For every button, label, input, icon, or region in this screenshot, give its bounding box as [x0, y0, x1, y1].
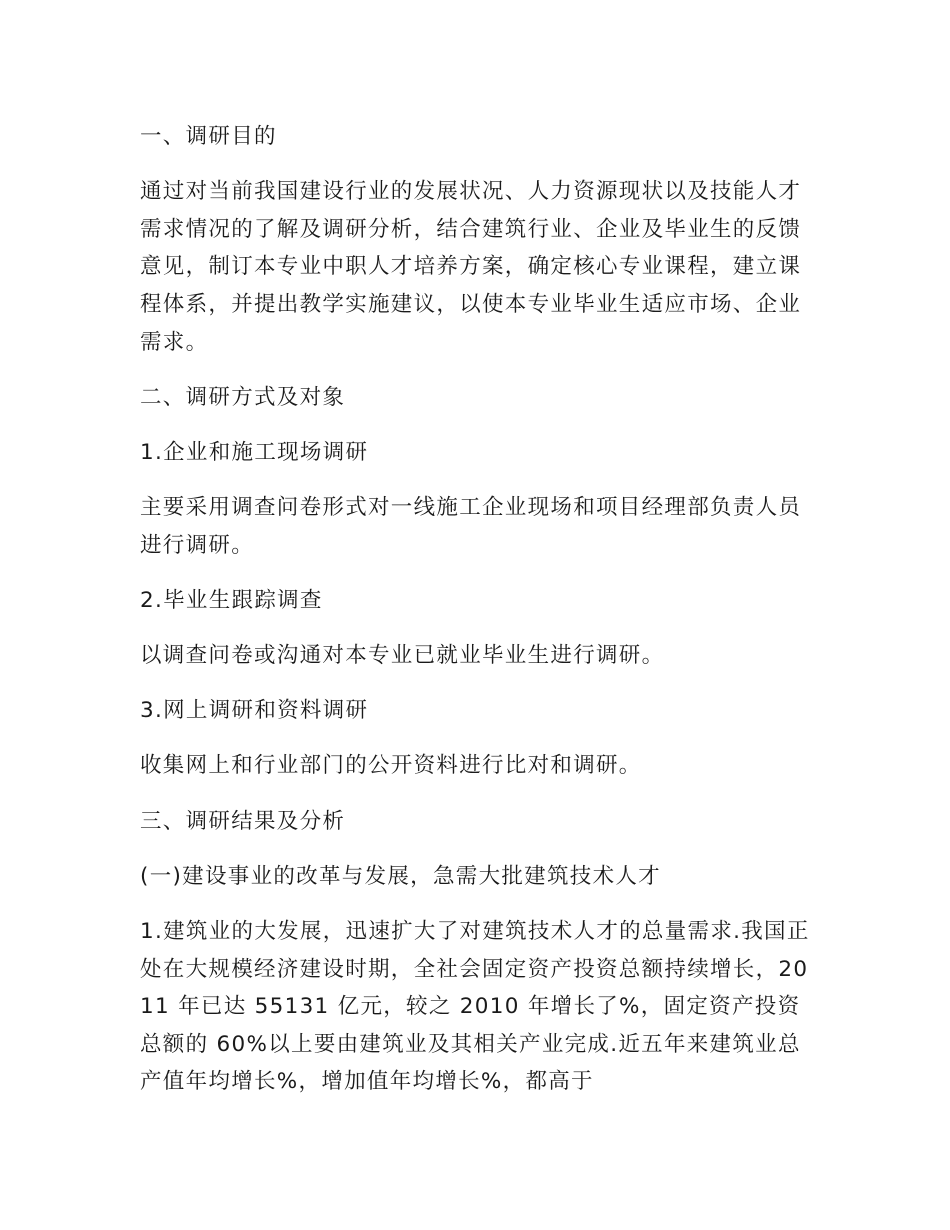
subheading-online-research: 3.网上调研和资料调研 — [140, 698, 369, 724]
paragraph-online-research: 收集网上和行业部门的公开资料进行比对和调研。 — [140, 753, 642, 779]
document-body — [140, 118, 812, 1119]
subheading-enterprise-survey: 1.企业和施工现场调研 — [140, 439, 369, 465]
section-heading-research-methods: 二、调研方式及对象 — [140, 384, 346, 410]
section-heading-research-purpose: 一、调研目的 — [140, 124, 277, 149]
section-heading-results: 三、调研结果及分析 — [140, 808, 346, 834]
paragraph-construction-growth: 1.建筑业的大发展，迅速扩大了对建筑技术人才的总量需求.我国正处在大规模经济建设时期，全社会固定资产投资总额持续增长，2011 年已达 55131 亿元，较之 2010 年增长了%，固定资产投资总额的 60%以上要由建筑业及其相关产业完成.近五年来建筑业总产值年均增长%，增加值年均增长%，都高于 — [140, 919, 810, 1095]
paragraph-research-purpose: 通过对当前我国建设行业的发展状况、人力资源现状以及技能人才需求情况的了解及调研分析，结合建筑行业、企业及毕业生的反馈意见，制订本专业中职人才培养方案，确定核心专业课程，建立课程体系，并提出教学实施建议，以使本专业毕业生适应市场、企业需求。 — [140, 179, 802, 355]
subheading-graduate-tracking: 2.毕业生跟踪调查 — [140, 587, 323, 613]
paragraph-enterprise-survey: 主要采用调查问卷形式对一线施工企业现场和项目经理部负责人员进行调研。 — [140, 495, 802, 558]
paragraph-graduate-tracking: 以调查问卷或沟通对本专业已就业毕业生进行调研。 — [140, 643, 665, 669]
subheading-construction-reform: (一)建设事业的改革与发展，急需大批建筑技术人才 — [140, 863, 661, 889]
